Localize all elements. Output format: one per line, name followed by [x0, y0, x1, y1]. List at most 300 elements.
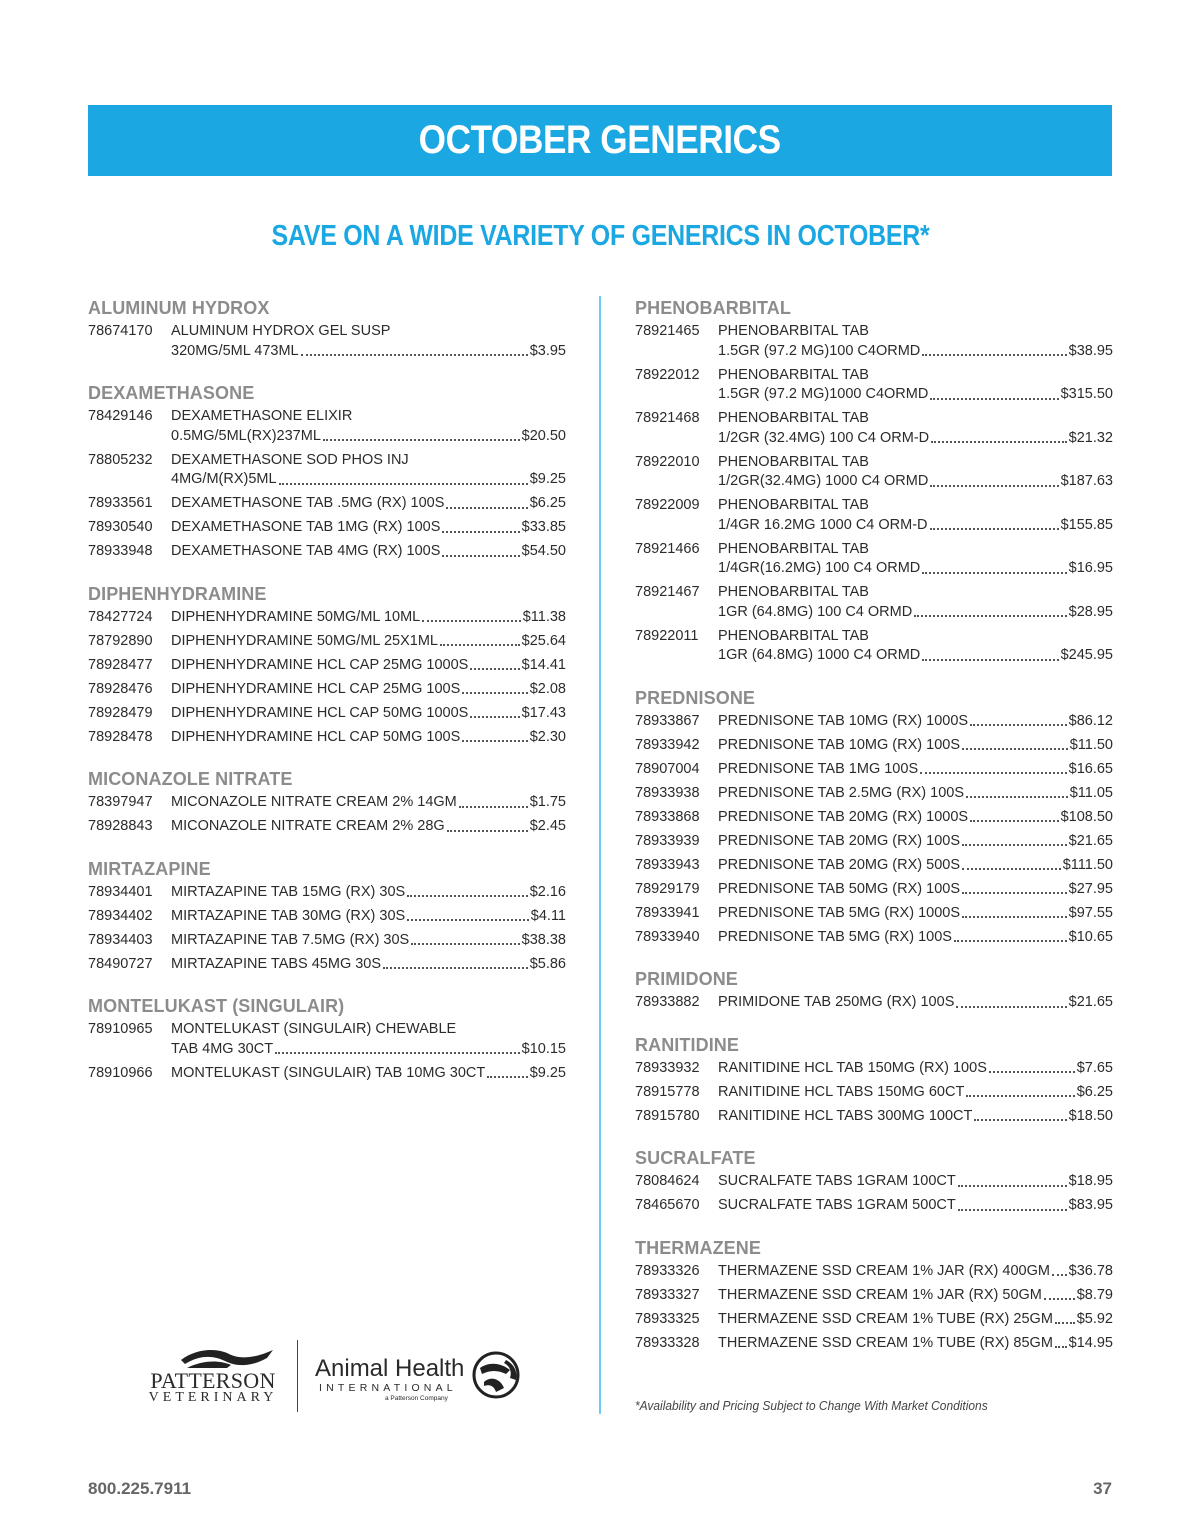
product-description	[171, 632, 566, 652]
product-section	[635, 296, 1113, 666]
product-row	[635, 784, 1113, 804]
product-description	[718, 736, 1113, 756]
product-row	[635, 1286, 1113, 1306]
description-line	[171, 704, 566, 724]
page-title: OCTOBER GENERICS	[419, 118, 781, 162]
page-subtitle	[88, 220, 1112, 253]
dot-leader	[931, 441, 1067, 443]
dot-leader	[962, 844, 1067, 846]
description-line	[171, 451, 566, 471]
product-row	[88, 955, 566, 975]
product-description	[718, 627, 1113, 666]
product-description	[718, 1286, 1113, 1306]
product-code: 78922010	[635, 453, 700, 470]
product-price: $27.95	[1068, 880, 1113, 897]
dot-leader	[922, 354, 1066, 356]
product-description	[171, 704, 566, 724]
product-code: 78933867	[635, 712, 700, 729]
dot-leader	[407, 895, 528, 897]
section-title: MIRTAZAPINE	[88, 858, 211, 879]
dot-leader	[920, 772, 1067, 774]
description-line	[171, 1064, 566, 1084]
description-line	[718, 429, 1113, 449]
product-code: 78933942	[635, 736, 700, 753]
description-line	[171, 427, 566, 447]
description-line	[718, 1196, 1113, 1216]
description-line	[171, 542, 566, 562]
description-line	[718, 516, 1113, 536]
dot-leader	[962, 916, 1067, 918]
description-line	[718, 409, 1113, 429]
product-code: 78674170	[88, 323, 153, 339]
description-text: MIRTAZAPINE TAB 15MG (RX) 30S	[171, 883, 406, 900]
dot-leader	[956, 1006, 1066, 1008]
product-row	[88, 542, 566, 562]
dot-leader	[446, 507, 527, 509]
description-line	[718, 1107, 1113, 1127]
product-description	[171, 608, 566, 628]
dot-leader	[974, 1119, 1066, 1121]
description-text: MICONAZOLE NITRATE CREAM 2% 28G	[171, 818, 445, 834]
product-description	[718, 540, 1113, 579]
product-row	[635, 993, 1113, 1013]
product-price: $28.95	[1068, 603, 1113, 620]
dot-leader	[470, 716, 519, 718]
dot-leader	[930, 485, 1058, 487]
ahi-tag: a Patterson Company	[385, 1395, 448, 1402]
dot-leader	[1055, 1346, 1067, 1348]
product-description	[718, 1262, 1113, 1282]
product-price: $315.50	[1060, 386, 1113, 402]
description-line	[718, 646, 1113, 666]
section-title: PRIMIDONE	[635, 969, 738, 989]
product-code: 78933326	[635, 1262, 700, 1279]
description-text: TAB 4MG 30CT	[171, 1040, 274, 1057]
description-line	[171, 1020, 566, 1040]
product-code: 78921468	[635, 410, 700, 426]
page-title-banner	[88, 105, 1112, 176]
dot-leader	[487, 1076, 527, 1078]
product-description	[171, 407, 566, 446]
product-code: 78929179	[635, 880, 700, 897]
description-text: PREDNISONE TAB 2.5MG (RX) 100S	[718, 784, 965, 801]
product-description	[718, 1334, 1113, 1354]
product-price: $6.25	[529, 495, 566, 511]
product-row	[635, 880, 1113, 900]
dot-leader	[279, 483, 528, 485]
product-price: $16.95	[1068, 560, 1113, 576]
description-text: THERMAZENE SSD CREAM 1% TUBE (RX) 25GM	[718, 1310, 1053, 1327]
product-price: $38.38	[521, 931, 566, 948]
description-line	[718, 472, 1113, 492]
product-price: $38.95	[1068, 342, 1113, 359]
patterson-sub: VETERINARY	[148, 1390, 278, 1405]
product-code: 78933938	[635, 784, 700, 801]
dot-leader	[275, 1052, 520, 1054]
description-line	[171, 407, 566, 427]
product-description	[718, 1059, 1113, 1079]
description-line	[718, 559, 1113, 579]
product-code: 78922011	[635, 627, 699, 644]
page-number: 37	[1093, 1479, 1112, 1498]
description-line	[718, 366, 1113, 386]
section-title: THERMAZENE	[635, 1237, 761, 1258]
section-title: PREDNISONE	[635, 687, 756, 708]
description-text: RANITIDINE HCL TAB 150MG (RX) 100S	[718, 1059, 987, 1076]
dot-leader	[970, 724, 1067, 726]
description-text: 1.5GR (97.2 MG)100 C4ORMD	[718, 342, 921, 359]
product-row	[88, 632, 566, 652]
product-description	[171, 793, 566, 813]
product-row	[635, 366, 1113, 405]
product-price: $2.30	[529, 728, 566, 745]
product-description	[718, 453, 1113, 492]
product-row	[88, 728, 566, 748]
product-row	[88, 518, 566, 538]
description-line	[718, 322, 1113, 342]
product-price: $245.95	[1060, 647, 1113, 663]
description-line	[171, 494, 566, 514]
description-line	[718, 993, 1113, 1013]
product-code: 78928843	[88, 818, 153, 834]
description-text: DEXAMETHASONE TAB 1MG (RX) 100S	[171, 519, 441, 535]
product-code: 78397947	[88, 794, 153, 810]
product-row	[635, 627, 1113, 666]
description-text: SUCRALFATE TABS 1GRAM 500CT	[718, 1197, 956, 1213]
description-text: PREDNISONE TAB 10MG (RX) 100S	[718, 736, 961, 753]
description-text: 1GR (64.8MG) 1000 C4 ORMD	[718, 647, 921, 663]
description-line	[718, 1083, 1113, 1103]
dot-leader	[954, 940, 1067, 942]
product-price: $21.65	[1068, 994, 1113, 1010]
patterson-swoosh-icon	[177, 1346, 277, 1370]
product-code: 78910966	[88, 1064, 153, 1081]
dot-leader	[970, 820, 1059, 822]
product-section	[635, 1146, 1113, 1216]
product-code: 78933325	[635, 1310, 700, 1327]
product-description	[718, 1083, 1113, 1103]
description-text: THERMAZENE SSD CREAM 1% JAR (RX) 400GM	[718, 1262, 1050, 1279]
description-text: MIRTAZAPINE TAB 7.5MG (RX) 30S	[171, 931, 410, 948]
product-price: $155.85	[1060, 516, 1113, 533]
product-price: $6.25	[1076, 1083, 1113, 1100]
description-line	[171, 931, 566, 951]
product-section	[635, 967, 1113, 1013]
product-code: 78922009	[635, 497, 700, 513]
description-line	[171, 322, 566, 342]
description-line	[718, 808, 1113, 828]
dot-leader	[442, 531, 519, 533]
description-text: MIRTAZAPINE TAB 30MG (RX) 30S	[171, 907, 406, 924]
product-row	[88, 931, 566, 951]
product-section	[88, 381, 566, 562]
product-row	[88, 817, 566, 837]
product-price: $3.95	[529, 342, 566, 359]
dot-leader	[462, 692, 527, 694]
product-price: $20.50	[521, 427, 566, 444]
product-description	[171, 817, 566, 837]
dot-leader	[958, 1185, 1067, 1187]
dot-leader	[962, 892, 1067, 894]
product-price: $10.15	[521, 1040, 566, 1057]
product-price: $1.75	[529, 794, 566, 810]
product-code: 78933882	[635, 994, 700, 1010]
description-text: ALUMINUM HYDROX GEL SUSP	[171, 323, 391, 339]
dot-leader	[922, 572, 1066, 574]
description-text: 1/2GR (32.4MG) 100 C4 ORM-D	[718, 429, 930, 446]
dot-leader	[962, 868, 1061, 870]
dot-leader	[1055, 1322, 1075, 1324]
description-text: 1/2GR(32.4MG) 1000 C4 ORMD	[718, 473, 929, 489]
dot-leader	[966, 1095, 1074, 1097]
description-text: DIPHENHYDRAMINE 50MG/ML 10ML	[171, 608, 421, 625]
product-row	[88, 494, 566, 514]
section-title: ALUMINUM HYDROX	[88, 298, 270, 318]
brand-logos	[133, 1338, 533, 1414]
description-line	[718, 760, 1113, 780]
description-line	[171, 608, 566, 628]
description-line	[718, 904, 1113, 924]
product-description	[718, 496, 1113, 535]
product-code: 78922012	[635, 366, 700, 383]
section-title: PHENOBARBITAL	[635, 298, 791, 318]
dot-leader	[440, 644, 520, 646]
description-line	[171, 656, 566, 676]
dot-leader	[459, 806, 528, 808]
product-code: 78928477	[88, 656, 153, 673]
product-row	[635, 808, 1113, 828]
logo-separator	[297, 1340, 298, 1412]
dot-leader	[407, 919, 529, 921]
product-row	[88, 680, 566, 700]
product-price: $2.08	[529, 680, 566, 697]
product-code: 78792890	[88, 632, 153, 649]
product-price: $2.45	[529, 818, 566, 834]
description-text: PREDNISONE TAB 10MG (RX) 1000S	[718, 712, 969, 729]
product-row	[635, 712, 1113, 732]
description-text: THERMAZENE SSD CREAM 1% JAR (RX) 50GM	[718, 1286, 1042, 1303]
description-line	[171, 518, 566, 538]
product-code: 78915778	[635, 1083, 700, 1100]
product-row	[635, 760, 1113, 780]
product-row	[635, 736, 1113, 756]
description-text: PREDNISONE TAB 5MG (RX) 100S	[718, 928, 952, 945]
description-line	[718, 1059, 1113, 1079]
product-code: 78465670	[635, 1197, 700, 1213]
description-text: 4MG/M(RX)5ML	[171, 471, 277, 487]
description-line	[718, 453, 1113, 473]
product-price: $10.65	[1068, 928, 1113, 945]
description-line	[718, 385, 1113, 405]
ahi-name: Animal Health	[315, 1355, 465, 1382]
product-description	[171, 955, 566, 975]
product-row	[88, 656, 566, 676]
dot-leader	[462, 740, 527, 742]
description-text: MICONAZOLE NITRATE CREAM 2% 14GM	[171, 794, 457, 810]
dot-leader	[989, 1071, 1075, 1073]
product-row	[88, 907, 566, 927]
description-line	[718, 832, 1113, 852]
product-code: 78934403	[88, 931, 153, 948]
product-price: $18.50	[1068, 1107, 1113, 1124]
product-row	[88, 451, 566, 490]
product-price: $18.95	[1068, 1173, 1113, 1189]
product-code: 78933561	[88, 495, 153, 511]
product-price: $5.86	[529, 955, 566, 972]
description-text: DIPHENHYDRAMINE HCL CAP 50MG 1000S	[171, 704, 469, 721]
product-code: 78933941	[635, 904, 700, 921]
product-code: 78934401	[88, 883, 153, 900]
description-text: PHENOBARBITAL TAB	[718, 584, 869, 600]
description-line	[718, 928, 1113, 948]
description-text: 1/4GR(16.2MG) 100 C4 ORMD	[718, 560, 921, 576]
product-description	[718, 760, 1113, 780]
description-line	[718, 856, 1113, 876]
description-line	[718, 736, 1113, 756]
description-text: MONTELUKAST (SINGULAIR) TAB 10MG 30CT	[171, 1064, 486, 1081]
product-price: $21.65	[1068, 832, 1113, 849]
product-code: 78928479	[88, 704, 153, 721]
description-text: PREDNISONE TAB 1MG 100S	[718, 760, 919, 777]
description-text: PREDNISONE TAB 20MG (RX) 500S	[718, 856, 961, 873]
product-section	[88, 296, 566, 361]
product-row	[635, 1172, 1113, 1192]
description-text: THERMAZENE SSD CREAM 1% TUBE (RX) 85GM	[718, 1334, 1053, 1351]
product-code: 78429146	[88, 408, 153, 424]
description-line	[171, 632, 566, 652]
product-row	[635, 1334, 1113, 1354]
description-line	[718, 342, 1113, 362]
product-price: $2.16	[529, 883, 566, 900]
description-line	[171, 680, 566, 700]
product-code: 78933943	[635, 856, 700, 873]
dot-leader	[422, 620, 520, 622]
product-price: $108.50	[1060, 808, 1113, 825]
description-text: SUCRALFATE TABS 1GRAM 100CT	[718, 1173, 956, 1189]
product-code: 78907004	[635, 760, 700, 777]
product-price: $14.95	[1068, 1334, 1113, 1351]
product-row	[635, 1262, 1113, 1282]
description-text: RANITIDINE HCL TABS 150MG 60CT	[718, 1083, 965, 1100]
product-code: 78934402	[88, 907, 153, 924]
product-description	[171, 451, 566, 490]
product-price: $8.79	[1076, 1286, 1113, 1303]
product-row	[635, 1083, 1113, 1103]
product-description	[171, 931, 566, 951]
description-text: DEXAMETHASONE TAB 4MG (RX) 100S	[171, 543, 441, 559]
description-line	[718, 1310, 1113, 1330]
product-code: 78928476	[88, 680, 153, 697]
product-description	[718, 583, 1113, 622]
product-description	[718, 808, 1113, 828]
description-line	[718, 627, 1113, 647]
product-price: $7.65	[1076, 1059, 1113, 1076]
product-code: 78933948	[88, 543, 153, 559]
product-price: $14.41	[521, 656, 566, 673]
product-section	[88, 767, 566, 837]
product-price: $83.95	[1068, 1197, 1113, 1213]
description-text: 1.5GR (97.2 MG)1000 C4ORMD	[718, 386, 929, 402]
product-section	[635, 1236, 1113, 1354]
product-row	[88, 608, 566, 628]
dot-leader	[323, 439, 520, 441]
product-row	[635, 496, 1113, 535]
product-section	[88, 994, 566, 1083]
description-text: DIPHENHYDRAMINE HCL CAP 50MG 100S	[171, 728, 461, 745]
product-row	[88, 1020, 566, 1059]
product-description	[171, 494, 566, 514]
dot-leader	[301, 354, 528, 356]
product-description	[718, 1172, 1113, 1192]
product-description	[171, 1064, 566, 1084]
product-code: 78933940	[635, 928, 700, 945]
product-description	[171, 680, 566, 700]
product-description	[171, 542, 566, 562]
description-text: DIPHENHYDRAMINE HCL CAP 25MG 1000S	[171, 656, 469, 673]
product-description	[718, 712, 1113, 732]
product-price: $111.50	[1062, 856, 1113, 873]
product-code: 78933328	[635, 1334, 700, 1351]
description-line	[718, 784, 1113, 804]
product-description	[171, 1020, 566, 1059]
product-description	[171, 518, 566, 538]
product-description	[171, 322, 566, 361]
dot-leader	[930, 528, 1059, 530]
dot-leader	[383, 967, 528, 969]
description-line	[171, 883, 566, 903]
left-column	[88, 296, 566, 1103]
product-code: 78933327	[635, 1286, 700, 1303]
product-description	[718, 856, 1113, 876]
dot-leader	[962, 748, 1068, 750]
product-row	[635, 904, 1113, 924]
description-line	[718, 1172, 1113, 1192]
product-row	[635, 453, 1113, 492]
product-description	[171, 656, 566, 676]
dot-leader	[914, 615, 1066, 617]
product-code: 78921466	[635, 540, 700, 557]
product-description	[171, 907, 566, 927]
description-line	[171, 1040, 566, 1060]
description-text: PREDNISONE TAB 50MG (RX) 100S	[718, 880, 961, 897]
right-column	[635, 296, 1113, 1373]
product-description	[718, 1310, 1113, 1330]
description-line	[171, 907, 566, 927]
product-price: $17.43	[521, 704, 566, 721]
description-text: DIPHENHYDRAMINE 50MG/ML 25X1ML	[171, 632, 438, 649]
description-line	[171, 470, 566, 490]
product-code: 78921467	[635, 584, 700, 600]
description-line	[718, 1262, 1113, 1282]
product-code: 78933939	[635, 832, 700, 849]
product-price: $9.25	[529, 471, 566, 487]
dot-leader	[442, 555, 519, 557]
description-text: PREDNISONE TAB 5MG (RX) 1000S	[718, 904, 961, 921]
product-section	[88, 582, 566, 748]
product-price: $4.11	[530, 907, 566, 924]
dot-leader	[966, 796, 1068, 798]
product-description	[718, 928, 1113, 948]
description-text: PHENOBARBITAL TAB	[718, 410, 869, 426]
product-code: 78084624	[635, 1173, 700, 1189]
patterson-name: PATTERSON	[150, 1368, 276, 1393]
section-title: SUCRALFATE	[635, 1148, 756, 1168]
product-code: 78910965	[88, 1021, 153, 1037]
product-row	[635, 832, 1113, 852]
product-description	[718, 880, 1113, 900]
product-code: 78805232	[88, 451, 153, 468]
product-description	[718, 993, 1113, 1013]
